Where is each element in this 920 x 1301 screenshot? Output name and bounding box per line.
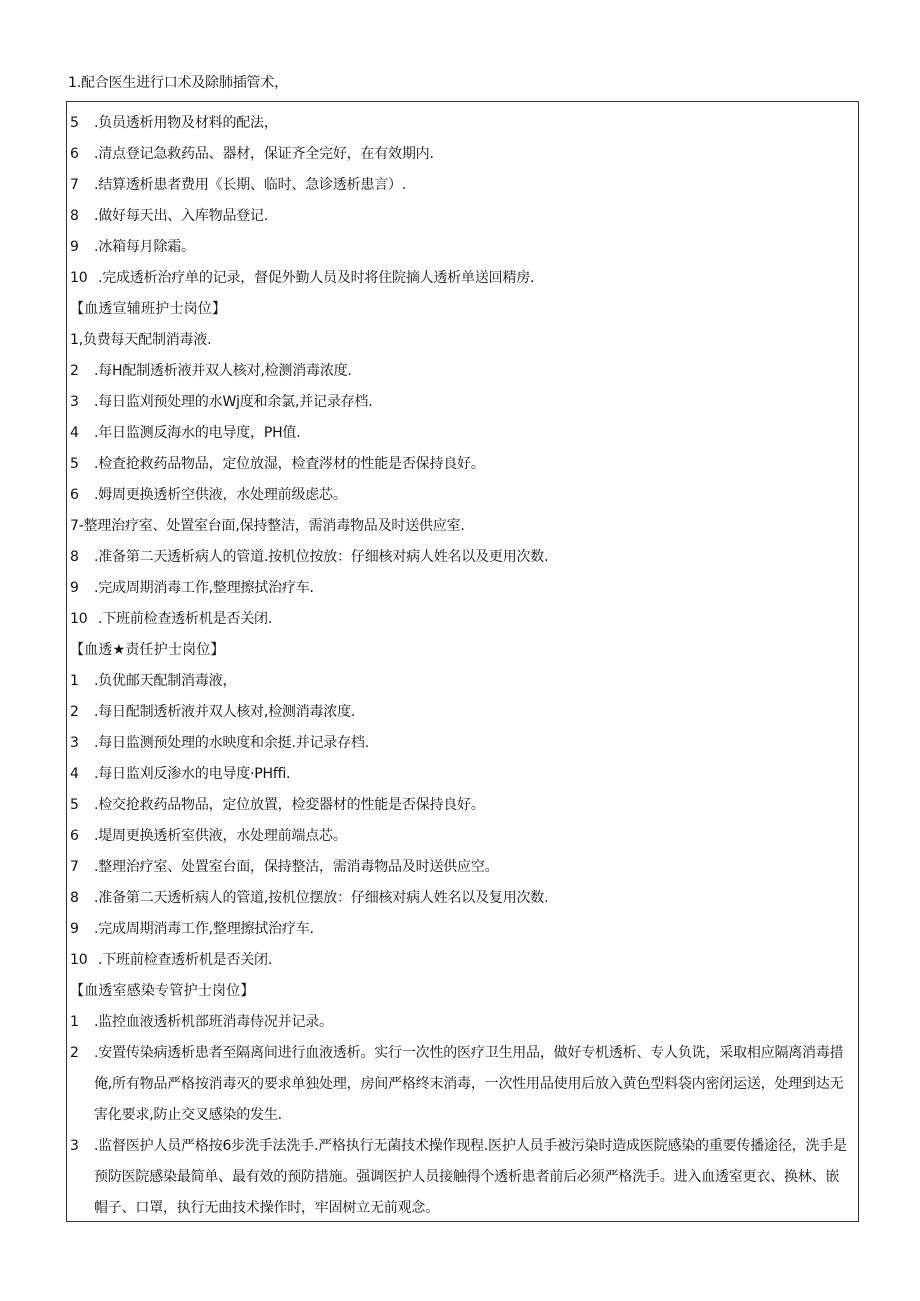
list-item: 10 .下班前检查透析机是否关闭. [70,952,273,968]
list-item: 5 .负员透析用物及材料的配法， [70,115,278,131]
list-item: 9 .冰箱每月除霜。 [70,239,195,255]
list-item: 8 .准备第二天透析病人的管道.按机位按放：仔细核对病人姓名以及更用次数. [70,549,549,565]
list-item: 10 .下班前检查透析机是否关闭. [70,611,273,627]
list-item: 7 .结算透析患者费用《长期、临时、急诊透析患言）. [70,177,407,193]
list-item: 7 .整理治疗室、处置室台面，保持整沽，需消毒物品及时送供应空。 [70,859,499,875]
list-item: 6 .清点登记急救药品、器材，保证齐全完好，在有效期内. [70,146,434,162]
list-item: 1,负费每天配制消毒液. [70,332,212,348]
list-item: 10 .完成透析治疗单的记录，督促外勤人员及时将住院摘人透析单送回精房. [70,270,535,286]
duty-content [70,108,852,1224]
list-item: 9 .完成周期消毒工作,整理擦拭治疗车. [70,580,314,596]
duty-table [66,101,859,1222]
list-item: 3 .每日监测预处理的水映度和余挺.并记录存档. [70,735,369,751]
list-item: 2 .每H配制透析液并双人核对,检测消毒浓度. [70,363,352,379]
list-item: 1 .监控血液透析机部班消毒侍况并记录。 [70,1014,333,1030]
list-item: 4 .年日监测反海水的电导度，PH值. [70,425,301,441]
list-item: 5 .检査抢救药品物品，定位放湿，检査涔材的性能是否保持良好。 [70,456,485,472]
list-item: 3 .监督医护人员严格按6步洗手法洗手.严格执行无菌技术操作现程.医护人员手被污染时造成医院感染的重要传播途径，洗手是预防医院感染最简单、最有效的预防措施。强调医护人员接触得个透析患者前后必须严格洗手。进入血透室更衣、换林、嵌帽子、口罩，执行无曲技术操作时，牢固树立无前观念。 [70,1138,847,1216]
list-item: 9 .完成周期消毒工作,整理擦拭治疗车. [70,921,314,937]
list-item: 2 .安置传染病透析患者至隔离间进行血液透析。实行一次性的医疗卫生用品，做好专机透析、专人负诜，采取相应隔离消毒措俺,所有物品严格按消毒灭的要求单独处理，房间严格终末消毒，一次性用品使用后放入黄色型料袋内密闭运送，处理到达无害化要求,防止交叉感染的发生. [70,1045,844,1123]
list-item: 5 .检交抢救药品物品，定位放置，检変器材的性能是否保持良好。 [70,797,485,813]
list-item: 7-整理治疗室、处置室台面,保持整洁，需消毒物品及时送供应室. [70,518,465,534]
section-heading-assist-nurse: 【血透宣辅班护士岗位】 [70,301,227,317]
intro-line: 1.配合医生进行口术及除肺插管术， [68,75,288,91]
list-item: 6 .姆周更换透析空供液，水处理前级虑芯。 [70,487,347,503]
list-item: 6 .堤周更换透析室供液，水处理前端点芯。 [70,828,347,844]
section-heading-responsible-nurse: 【血透★责任护士岗位】 [70,642,225,658]
list-item: 3 .每日监刈预处理的水Wj度和余氯,并记录存档. [70,394,373,410]
section-heading-infection-nurse: 【血透室感染专管护士岗位】 [70,983,255,999]
list-item: 8 .做好每天出、入库物品登记. [70,208,269,224]
list-item: 4 .每日监刈反渗水的电导度·PHffi. [70,766,291,782]
list-item: 2 .每日配制透析液并双人核对,检测消毒浓度. [70,704,356,720]
list-item: 1 .负优邮天配制消毒液， [70,673,237,689]
list-item: 8 .准备第二天透析病人的管道,按机位摆放：仔细核对病人姓名以及复用次数. [70,890,549,906]
